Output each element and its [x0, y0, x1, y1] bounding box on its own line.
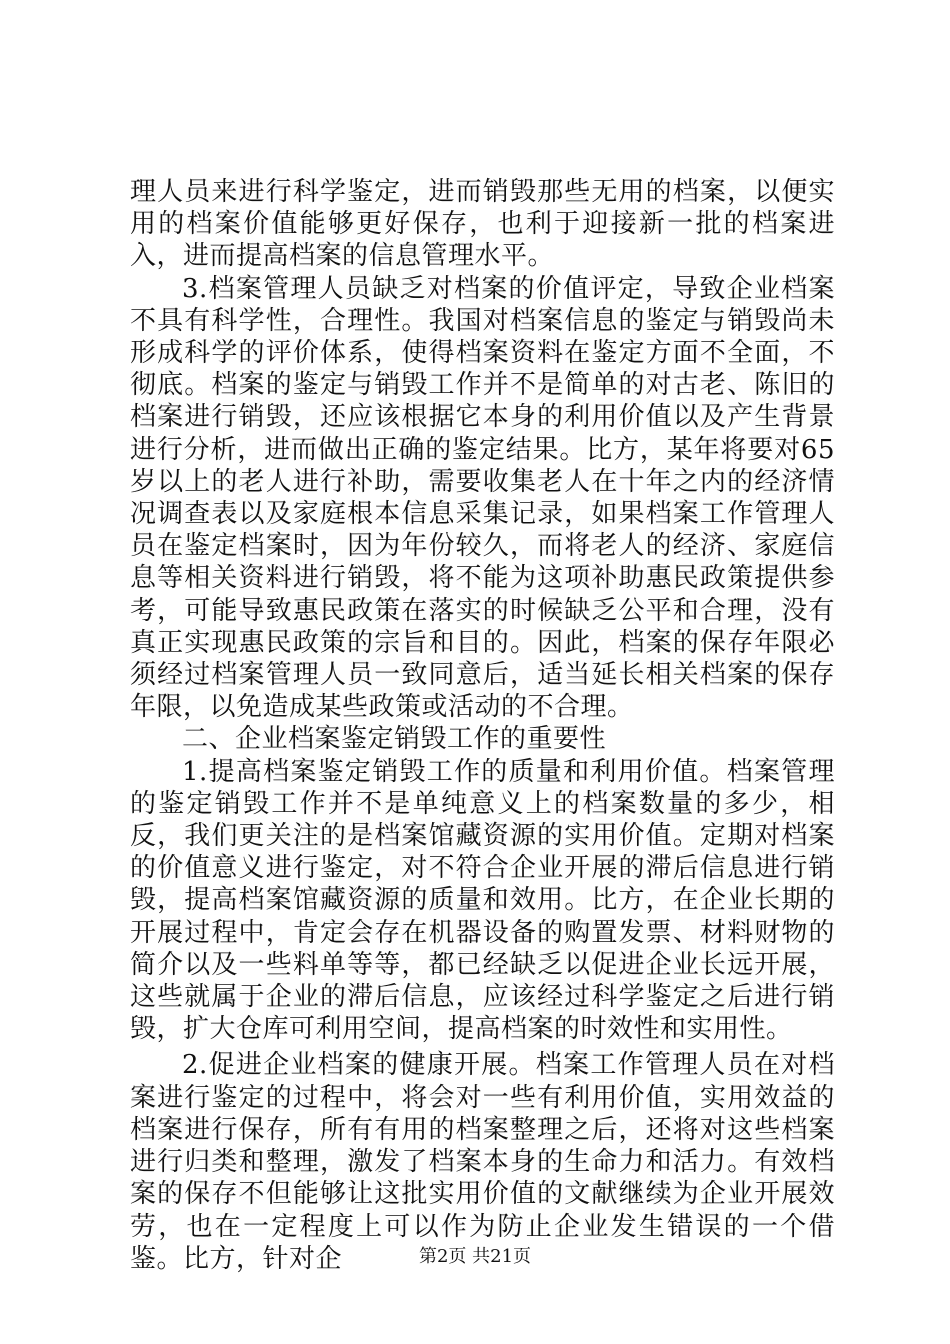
paragraph-continuation: 理人员来进行科学鉴定，进而销毁那些无用的档案，以便实用的档案价值能够更好保存，也利于迎接新一批的档案进入，进而提高档案的信息管理水平。 [130, 177, 835, 272]
page-footer: 第2页 共21页 [418, 1246, 532, 1267]
paragraph-1-quality: 1.提高档案鉴定销毁工作的质量和利用价值。档案管理的鉴定销毁工作并不是单纯意义上的档案数量的多少，相反，我们更关注的是档案馆藏资源的实用价值。定期对档案的价值意义进行鉴定，对不符合企业开展的滞后信息进行销毁，提高档案馆藏资源的质量和效用。比方，在企业长期的开展过程中，肯定会存在机器设备的购置发票、材料财物的简介以及一些料单等等，都已经缺乏以促进企业长远开展，这些就属于企业的滞后信息，应该经过科学鉴定之后进行销毁，扩大仓库可利用空间，提高档案的时效性和实用性。 [130, 756, 835, 1045]
paragraph-2-development: 2.促进企业档案的健康开展。档案工作管理人员在对档案进行鉴定的过程中，将会对一些有利用价值，实用效益的档案进行保存，所有有用的档案整理之后，还将对这些档案进行归类和整理，激发了档案本身的生命力和活力。有效档案的保存不但能够让这批实用价值的文献继续为企业开展效劳，也在一定程度上可以作为防止企业发生错误的一个借鉴。比方，针对企 [130, 1050, 835, 1274]
document-body [130, 176, 835, 1275]
paragraph-3-evaluation: 3.档案管理人员缺乏对档案的价值评定，导致企业档案不具有科学性，合理性。我国对档案信息的鉴定与销毁尚未形成科学的评价体系，使得档案资料在鉴定方面不全面，不彻底。档案的鉴定与销毁工作并不是简单的对古老、陈旧的档案进行销毁，还应该根据它本身的利用价值以及产生背景进行分析，进而做出正确的鉴定结果。比方，某年将要对65岁以上的老人进行补助，需要收集老人在十年之内的经济情况调查表以及家庭根本信息采集记录，如果档案工作管理人员在鉴定档案时，因为年份较久，而将老人的经济、家庭信息等相关资料进行销毁，将不能为这项补助惠民政策提供参考，可能导致惠民政策在落实的时候缺乏公平和合理，没有真正实现惠民政策的宗旨和目的。因此，档案的保存年限必须经过档案管理人员一致同意后，适当延长相关档案的保存年限，以免造成某些政策或活动的不合理。 [130, 273, 835, 723]
section-heading-importance: 二、企业档案鉴定销毁工作的重要性 [182, 724, 607, 755]
